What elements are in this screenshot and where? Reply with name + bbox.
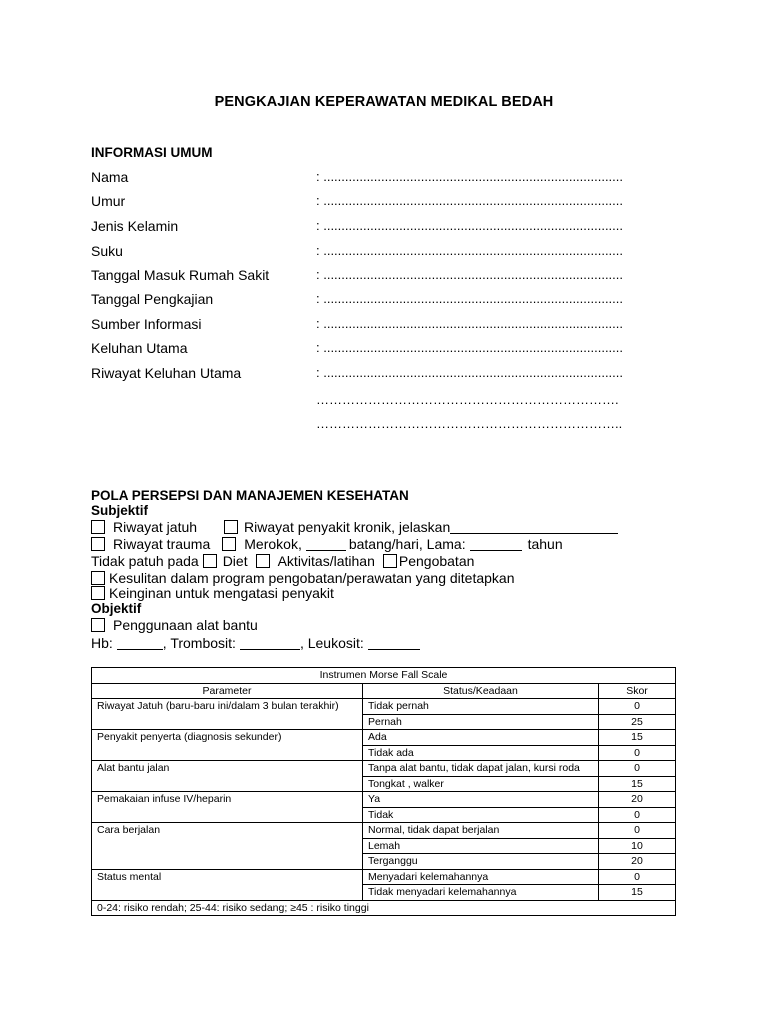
score-cell: 10 (599, 838, 676, 854)
field-value-dots[interactable]: : ................................................................................... (316, 340, 624, 355)
field-value-dots[interactable]: : ................................................................................... (316, 169, 624, 184)
field-value-dots[interactable]: : ................................................................................... (316, 193, 624, 208)
trombosit-blank[interactable] (240, 636, 300, 650)
header-skor: Skor (599, 683, 676, 699)
status-cell: Lemah (363, 838, 599, 854)
kesulitan-label: Kesulitan dalam program pengobatan/perawatan yang ditetapkan (109, 570, 515, 586)
subjektif-label: Subjektif (91, 503, 149, 518)
score-cell: 0 (599, 761, 676, 777)
status-cell: Ada (363, 730, 599, 746)
score-cell: 0 (599, 745, 676, 761)
parameter-cell: Penyakit penyerta (diagnosis sekunder) (92, 730, 363, 761)
score-cell: 20 (599, 792, 676, 808)
field-label: Umur (91, 193, 126, 209)
score-cell: 0 (599, 869, 676, 885)
parameter-cell: Status mental (92, 869, 363, 900)
field-label: Keluhan Utama (91, 340, 188, 356)
parameter-cell: Pemakaian infuse IV/heparin (92, 792, 363, 823)
informasi-umum-heading: INFORMASI UMUM (91, 145, 213, 160)
status-cell: Tanpa alat bantu, tidak dapat jalan, kursi roda (363, 761, 599, 777)
riwayat-penyakit-checkbox[interactable] (224, 520, 238, 534)
trauma-line (91, 536, 563, 552)
batang-blank[interactable] (306, 537, 346, 551)
table-row (92, 699, 676, 715)
objektif-label: Objektif (91, 601, 142, 616)
batang-hari-label: batang/hari, Lama: (348, 536, 466, 552)
parameter-cell: Alat bantu jalan (92, 761, 363, 792)
score-cell: 15 (599, 730, 676, 746)
score-cell: 0 (599, 823, 676, 839)
table-row (92, 823, 676, 839)
field-value-dots[interactable]: : ................................................................................... (316, 243, 624, 258)
field-label: Jenis Kelamin (91, 218, 179, 234)
kesulitan-line (91, 570, 515, 586)
merokok-label: Merokok, (244, 536, 302, 552)
header-parameter: Parameter (92, 683, 363, 699)
score-cell: 15 (599, 776, 676, 792)
tidak-patuh-label: Tidak patuh pada (91, 553, 199, 569)
continuation-line-1: ……………………………………………………………. (316, 392, 619, 407)
tahun-label: tahun (527, 536, 563, 552)
tidak-patuh-line (91, 553, 474, 569)
parameter-cell: Riwayat Jatuh (baru-baru ini/dalam 3 bulan terakhir) (92, 699, 363, 730)
score-cell: 15 (599, 885, 676, 901)
status-cell: Tidak (363, 807, 599, 823)
kesulitan-checkbox[interactable] (91, 571, 105, 585)
keinginan-line (91, 585, 334, 601)
alat-bantu-label: Penggunaan alat bantu (113, 617, 258, 633)
status-cell: Ya (363, 792, 599, 808)
pengobatan-checkbox[interactable] (383, 554, 397, 568)
keinginan-label: Keinginan untuk mengatasi penyakit (109, 585, 334, 601)
header-status: Status/Keadaan (363, 683, 599, 699)
status-cell: Normal, tidak dapat berjalan (363, 823, 599, 839)
field-label: Suku (91, 243, 123, 259)
riwayat-trauma-label: Riwayat trauma (113, 536, 211, 552)
continuation-line-2: …………………………………………………………….. (316, 416, 623, 431)
hb-label: Hb: (91, 635, 113, 651)
aktivitas-label: Aktivitas/latihan (277, 553, 375, 569)
alat-bantu-line (91, 617, 258, 633)
status-cell: Pernah (363, 714, 599, 730)
field-label: Tanggal Pengkajian (91, 291, 214, 307)
field-label: Sumber Informasi (91, 316, 202, 332)
field-value-dots[interactable]: : ................................................................................... (316, 218, 624, 233)
table-row (92, 869, 676, 885)
status-cell: Tidak menyadari kelemahannya (363, 885, 599, 901)
riwayat-penyakit-label: Riwayat penyakit kronik, jelaskan (244, 519, 451, 535)
status-cell: Tidak ada (363, 745, 599, 761)
score-cell: 0 (599, 699, 676, 715)
lama-blank[interactable] (470, 537, 522, 551)
riwayat-trauma-checkbox[interactable] (91, 537, 105, 551)
table-row (92, 730, 676, 746)
document-title: PENGKAJIAN KEPERAWATAN MEDIKAL BEDAH (214, 94, 554, 110)
trombosit-label: , Trombosit: (162, 635, 236, 651)
diet-label: Diet (222, 553, 248, 569)
morse-fall-scale-table (91, 667, 676, 916)
table-row (92, 761, 676, 777)
table-row (92, 792, 676, 808)
merokok-checkbox[interactable] (222, 537, 236, 551)
lab-line (91, 635, 420, 651)
alat-bantu-checkbox[interactable] (91, 618, 105, 632)
pengobatan-label: Pengobatan (398, 553, 475, 569)
field-label: Tanggal Masuk Rumah Sakit (91, 267, 270, 283)
morse-caption: Instrumen Morse Fall Scale (92, 668, 676, 684)
morse-footer: 0-24: risiko rendah; 25-44: risiko sedang; ≥45 : risiko tinggi (92, 900, 676, 916)
diet-checkbox[interactable] (203, 554, 217, 568)
field-label: Nama (91, 169, 129, 185)
field-value-dots[interactable]: : ................................................................................... (316, 291, 624, 306)
riwayat-jatuh-checkbox[interactable] (91, 520, 105, 534)
riwayat-line (91, 519, 618, 535)
field-value-dots[interactable]: : ................................................................................... (316, 267, 624, 282)
leukosit-label: , Leukosit: (299, 635, 364, 651)
field-value-dots[interactable]: : ................................................................................... (316, 365, 624, 380)
status-cell: Tidak pernah (363, 699, 599, 715)
riwayat-jatuh-label: Riwayat jatuh (113, 519, 198, 535)
field-value-dots[interactable]: : ................................................................................... (316, 316, 624, 331)
status-cell: Tongkat , walker (363, 776, 599, 792)
status-cell: Menyadari kelemahannya (363, 869, 599, 885)
status-cell: Terganggu (363, 854, 599, 870)
aktivitas-checkbox[interactable] (256, 554, 270, 568)
pola-heading: POLA PERSEPSI DAN MANAJEMEN KESEHATAN (91, 488, 409, 503)
parameter-cell: Cara berjalan (92, 823, 363, 870)
score-cell: 20 (599, 854, 676, 870)
riwayat-penyakit-blank[interactable] (450, 520, 618, 534)
score-cell: 25 (599, 714, 676, 730)
hb-blank[interactable] (117, 636, 163, 650)
field-label: Riwayat Keluhan Utama (91, 365, 242, 381)
leukosit-blank[interactable] (368, 636, 420, 650)
keinginan-checkbox[interactable] (91, 586, 105, 600)
score-cell: 0 (599, 807, 676, 823)
